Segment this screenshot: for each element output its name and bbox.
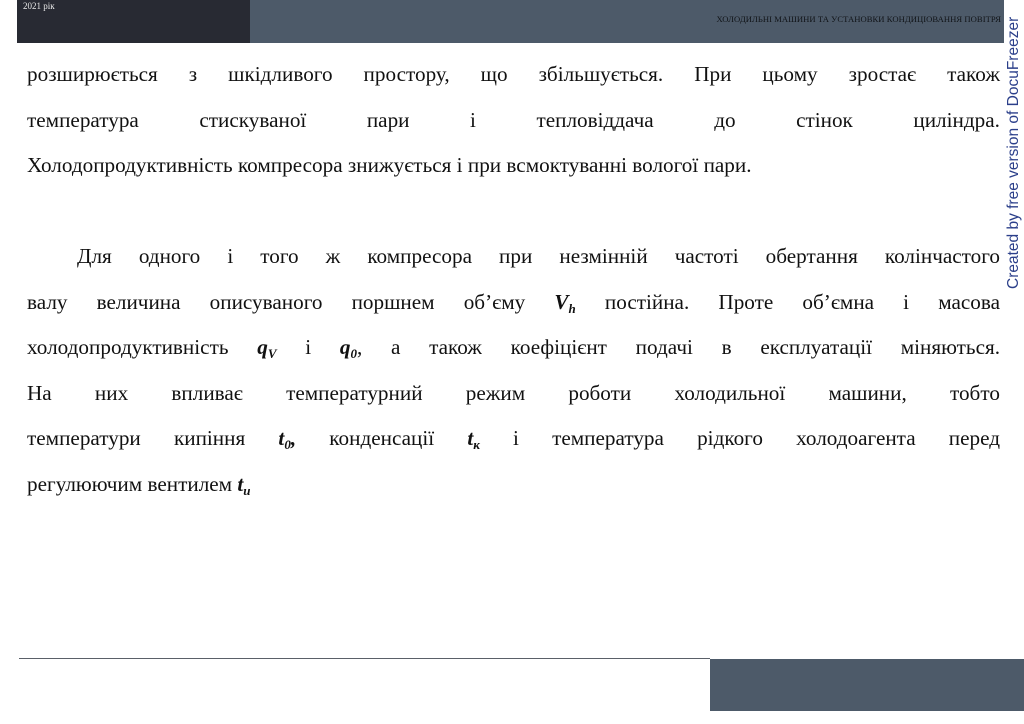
- text-run: і: [305, 335, 312, 359]
- variable-subscript: и: [243, 482, 251, 498]
- paragraph-1-line-1: [27, 52, 1000, 98]
- variable-subscript: V: [267, 346, 277, 361]
- paragraph-2-line-6: [27, 462, 1000, 508]
- variable-symbol: t: [237, 471, 244, 496]
- variable-qv: [257, 335, 276, 359]
- variable-vh: [554, 290, 575, 314]
- word: розширюється: [27, 62, 158, 86]
- paragraph-2-line-2: [27, 280, 1000, 326]
- word: температурний: [286, 380, 423, 405]
- footer-divider: [19, 658, 710, 659]
- word: стискуваної: [199, 107, 307, 132]
- variable-tu: [237, 472, 250, 496]
- text-run: , а також коефіцієнт подачі в експлуатації міняються.: [356, 335, 1001, 359]
- variable-subscript: 0: [350, 346, 357, 361]
- word: з: [188, 62, 198, 86]
- variable-symbol: q: [257, 335, 268, 359]
- word: зростає: [848, 62, 917, 86]
- text-run: валу величина описуваного поршнем об’єму: [27, 289, 526, 314]
- header-title-bar: [250, 0, 1004, 43]
- variable-symbol: V: [554, 289, 569, 314]
- paragraph-2-line-1: Для одного і того ж компресора при незмінній частоті обертання колінчастого: [77, 244, 1000, 268]
- paragraph-2-line-4: [27, 371, 1000, 417]
- text-run: постійна. Проте об’ємна і масова: [604, 289, 1000, 314]
- variable-tk: [467, 426, 479, 450]
- variable-symbol: t: [467, 426, 474, 450]
- word: температура: [27, 107, 139, 132]
- variable-subscript: к: [473, 437, 480, 452]
- word: режим: [465, 380, 526, 405]
- word: до: [714, 107, 736, 132]
- word: машини,: [828, 380, 907, 405]
- word: цьому: [762, 62, 818, 86]
- header-title: ХОЛОДИЛЬНІ МАШИНИ ТА УСТАНОВКИ КОНДИЦІОВАННЯ ПОВІТРЯ: [716, 14, 1001, 24]
- word: пари: [366, 107, 410, 132]
- word: циліндра.: [913, 107, 1000, 132]
- word: тобто: [949, 380, 1000, 405]
- watermark: [1004, 0, 1024, 300]
- paragraph-1-line-3: Холодопродуктивність компресора знижується і при всмоктуванні вологої пари.: [27, 153, 752, 177]
- header-year: 2021 рік: [23, 1, 55, 11]
- header-year-bar: [17, 0, 250, 43]
- word: впливає: [171, 380, 243, 405]
- text-run: і температура рідкого холодоагента перед: [513, 426, 1001, 450]
- watermark-text: Created by free version of DocuFreezer: [1005, 16, 1022, 289]
- word: що: [480, 62, 508, 86]
- variable-t0: [278, 426, 296, 450]
- punctuation: ,: [290, 426, 297, 450]
- paragraph-2: [27, 234, 1000, 507]
- variable-q0: [340, 335, 357, 359]
- word: і: [470, 107, 476, 132]
- word: При: [694, 62, 732, 86]
- variable-subscript: 0: [284, 437, 291, 452]
- word: холодильної: [674, 380, 786, 405]
- word: стінок: [796, 107, 853, 132]
- paragraph-2-line-5: [27, 416, 1000, 462]
- variable-symbol: q: [339, 335, 351, 359]
- variable-symbol: t: [278, 426, 285, 450]
- text-run: температури кипіння: [27, 426, 246, 450]
- word: На: [27, 380, 52, 405]
- text-run: холодопродуктивність: [27, 335, 229, 359]
- footer-block: [710, 659, 1024, 711]
- word: збільшується.: [538, 62, 664, 86]
- paragraph-1-line-2: [27, 98, 1000, 144]
- paragraph-2-line-3: [27, 325, 1000, 371]
- paragraph-1: [27, 52, 1000, 189]
- text-run: конденсації: [329, 426, 435, 450]
- word: них: [94, 380, 129, 405]
- text-run: регулюючим вентилем: [27, 471, 233, 496]
- word: тепловіддача: [536, 107, 654, 132]
- word: також: [947, 62, 1000, 86]
- variable-subscript: h: [568, 300, 576, 316]
- word: простору,: [363, 62, 450, 86]
- word: шкідливого: [228, 62, 333, 86]
- word: роботи: [568, 380, 632, 405]
